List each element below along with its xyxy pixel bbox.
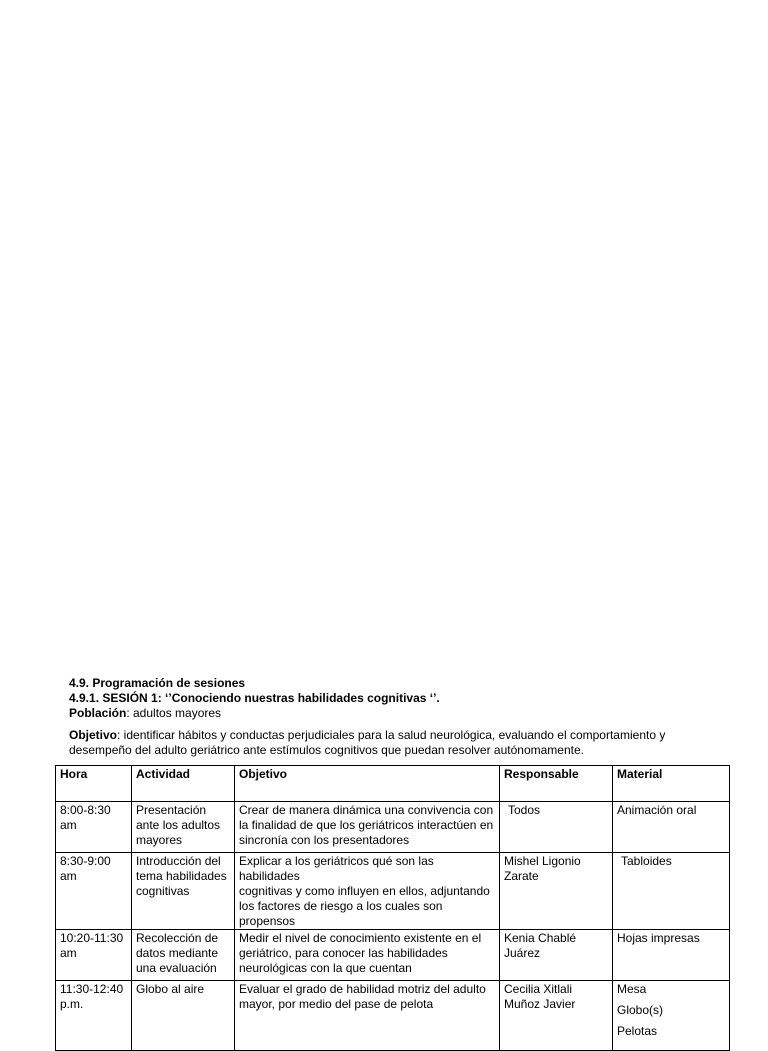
table-row bbox=[56, 853, 730, 930]
objective-label: Objetivo bbox=[69, 728, 118, 742]
objective-line-2: desempeño del adulto geriátrico ante estímulos cognitivos que puedan resolver autónomamente. bbox=[69, 743, 584, 757]
population-line bbox=[69, 706, 699, 721]
header-hora: Hora bbox=[56, 766, 132, 802]
cell-hora: 8:00-8:30 am bbox=[56, 802, 132, 853]
cell-responsable: Mishel Ligonio Zarate bbox=[500, 853, 613, 930]
schedule-table bbox=[55, 765, 730, 1051]
cell-responsable: Cecilia Xitlali Muñoz Javier bbox=[500, 981, 613, 1051]
cell-material: Mesa Globo(s) Pelotas bbox=[613, 981, 730, 1051]
objective-line-1: : identificar hábitos y conductas perjudiciales para la salud neurológica, evaluando el comportamiento y bbox=[117, 728, 666, 742]
cell-objetivo: Medir el nivel de conocimiento existente en el geriátrico, para conocer las habilidades neurológicas con la que cuentan bbox=[235, 930, 500, 981]
cell-material: Animación oral bbox=[613, 802, 730, 853]
cell-objetivo: Explicar a los geriátricos qué son las habilidades cognitivas y como influyen en ellos, adjuntando los factores de riesgo a los cuales son propensos bbox=[235, 853, 500, 930]
cell-responsable: Todos bbox=[500, 802, 613, 853]
cell-responsable: Kenia Chablé Juárez bbox=[500, 930, 613, 981]
cell-actividad: Recolección de datos mediante una evaluación bbox=[132, 930, 235, 981]
cell-material: Tabloides bbox=[613, 853, 730, 930]
cell-objetivo: Crear de manera dinámica una convivencia con la finalidad de que los geriátricos interactúen en sincronía con los presentadores bbox=[235, 802, 500, 853]
section-heading: 4.9. Programación de sesiones bbox=[69, 676, 246, 690]
cell-actividad: Presentación ante los adultos mayores bbox=[132, 802, 235, 853]
cell-hora: 10:20-11:30 am bbox=[56, 930, 132, 981]
session-title: 4.9.1. SESIÓN 1: ‘’Conociendo nuestras habilidades cognitivas ‘’. bbox=[69, 691, 440, 705]
session-header bbox=[69, 676, 699, 770]
population-value: : adultos mayores bbox=[126, 706, 222, 720]
header-actividad: Actividad bbox=[132, 766, 235, 802]
objective-paragraph bbox=[69, 728, 699, 758]
cell-actividad: Introducción del tema habilidades cognitivas bbox=[132, 853, 235, 930]
header-responsable: Responsable bbox=[500, 766, 613, 802]
table-header-row bbox=[56, 766, 730, 802]
header-objetivo: Objetivo bbox=[235, 766, 500, 802]
table-row bbox=[56, 802, 730, 853]
population-label: Población bbox=[69, 706, 127, 720]
cell-material: Hojas impresas bbox=[613, 930, 730, 981]
table-row bbox=[56, 981, 730, 1051]
header-material: Material bbox=[613, 766, 730, 802]
cell-hora: 11:30-12:40 p.m. bbox=[56, 981, 132, 1051]
table-row bbox=[56, 930, 730, 981]
cell-hora: 8:30-9:00 am bbox=[56, 853, 132, 930]
cell-objetivo: Evaluar el grado de habilidad motriz del adulto mayor, por medio del pase de pelota bbox=[235, 981, 500, 1051]
cell-actividad: Globo al aire bbox=[132, 981, 235, 1051]
